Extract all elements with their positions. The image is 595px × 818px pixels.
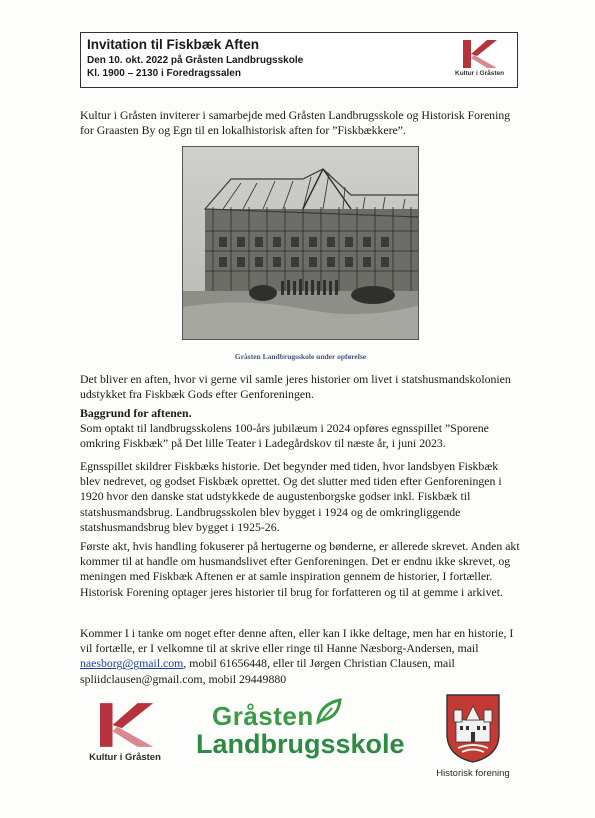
header-box (80, 32, 518, 88)
background-heading: Baggrund for aftenen. (80, 406, 192, 420)
footer-kultur-caption: Kultur i Gråsten (89, 752, 161, 763)
header-text-block (87, 36, 303, 80)
contact-paragraph (80, 626, 520, 687)
school-logo-line1: Gråsten (212, 701, 314, 731)
header-logo-caption: Kultur i Gråsten (455, 70, 505, 77)
footer-kultur-logo (80, 700, 170, 770)
footer-historisk-caption: Historisk forening (436, 768, 510, 779)
contact-text-1: Kommer I i tanke om noget efter denne aften, eller kan I ikke deltage, men har en historie, I vil fortælle, er I velkomne til at skrive eller ringe til Hanne Næsborg-Andersen, mail (80, 626, 514, 656)
paragraph-anniversary: Som optakt til landbrugsskolens 100-års jubilæum i 2024 opføres egnsspillet ”Sporene omkring Fiskbæk” på Det lille Teater i Ladegårdskov til næste år, i juni 2023. (80, 421, 489, 451)
building-photo (182, 146, 419, 340)
kultur-k-icon (459, 38, 499, 70)
footer-historisk-logo (430, 692, 516, 784)
header-kultur-logo (455, 38, 503, 84)
paragraph-stories: Det bliver en aften, hvor vi gerne vil samle jeres historier om livet i statshusmandskolonien udstykket fra Fiskbæk Gods efter Genforeningen. (80, 372, 511, 402)
construction-photo-icon (183, 147, 419, 340)
contact-text-2: , mobil 61656448, eller til Jørgen Christian Clausen, mail (183, 656, 455, 671)
photo-caption: Gråsten Landbrugsskole under opførelse (234, 352, 367, 361)
paragraph-history: Egnsspillet skildrer Fiskbæks historie. Det begynder med tiden, hvor landsbyen Fiskbæk blev nedrevet, og godset Fiskbæk oprettet. Og det slutter med tiden efter Genforeningen i 1920 hvor den danske stat udstykkede de augustenborgske godser inkl. Fiskbæk til statshusmandsbrug. Landbrugsskolen blev bygget i 1924 og de omkringliggende statshusmandsbrug blev bygget i 1925-26. (80, 459, 502, 534)
footer-landbrugsskole-logo (196, 702, 406, 768)
paragraph-acts: Første akt, hvis handling fokuserer på hertugerne og bønderne, er allerede skrevet. Anden akt kommer til at handle om husmandslivet efter Genforeningen. Det er endnu ikke skrevet, og meningen med Fiskbæk Aftenen er at samle inspiration gennem de historier, I fortæller. Historisk Forening optager jeres historier til brug for forfatteren og til at gemme i arkivet. (80, 539, 520, 599)
leaf-icon (314, 696, 344, 726)
school-logo-line2: Landbrugsskole (196, 729, 405, 759)
contact-text-3: spliidclausen@gmail.com, mobil 29449880 (80, 671, 287, 686)
coat-of-arms-icon (444, 692, 502, 764)
intro-paragraph: Kultur i Gråsten inviterer i samarbejde med Gråsten Landbrugsskole og Historisk Forening for Graasten By og Egn til en lokalhistorisk aften for ”Fiskbækkere”. (80, 108, 511, 138)
header-time-line: Kl. 1900 – 2130 i Foredragssalen (87, 68, 241, 79)
kultur-k-icon (89, 700, 161, 750)
email-link-naesborg[interactable]: naesborg@gmail.com (80, 656, 184, 671)
header-title: Invitation til Fiskbæk Aften (87, 37, 260, 52)
header-date-line: Den 10. okt. 2022 på Gråsten Landbrugsskole (87, 55, 304, 66)
